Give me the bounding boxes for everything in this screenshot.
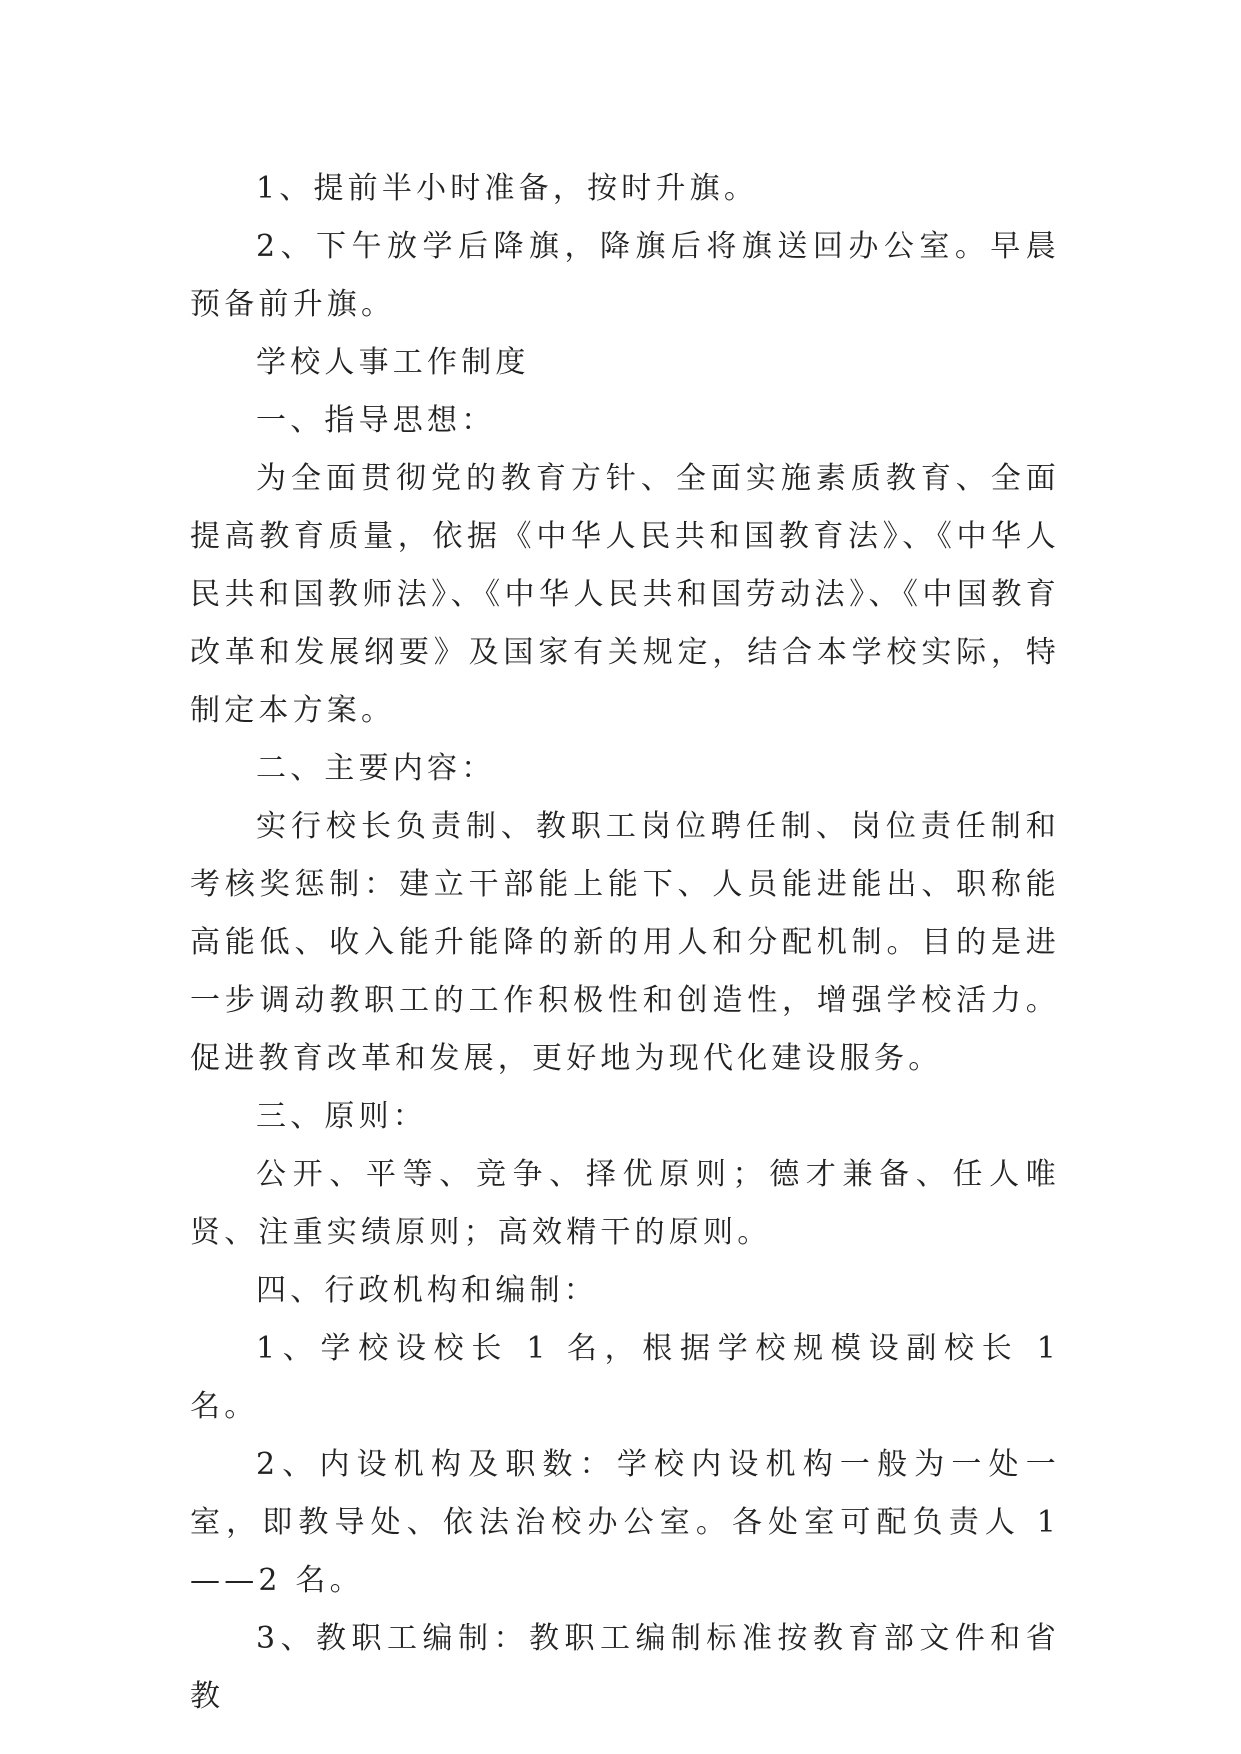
- paragraph-principles: 公开、平等、竞争、择优原则；德才兼备、任人唯贤、注重实绩原则；高效精干的原则。: [190, 1157, 1060, 1250]
- heading-main-content: 二、主要内容：: [256, 751, 496, 786]
- paragraph-admin-item-3: 3、教职工编制：教职工编制标准按教育部文件和省教: [190, 1621, 1060, 1714]
- document-body: [190, 160, 1060, 1726]
- section-title-personnel-system: 学校人事工作制度: [256, 345, 530, 380]
- paragraph-flag-lowering-step-2: 2、下午放学后降旗，降旗后将旗送回办公室。早晨预备前升旗。: [190, 229, 1060, 322]
- heading-admin-structure: 四、行政机构和编制：: [256, 1273, 598, 1308]
- paragraph-admin-item-1: 1、学校设校长 1 名，根据学校规模设副校长 1 名。: [190, 1331, 1060, 1424]
- heading-guiding-ideology: 一、指导思想：: [256, 403, 496, 438]
- paragraph-guiding-ideology: 为全面贯彻党的教育方针、全面实施素质教育、全面提高教育质量，依据《中华人民共和国教育法》、《中华人民共和国教师法》、《中华人民共和国劳动法》、《中国教育改革和发展纲要》及国家有关规定，结合本学校实际，特制定本方案。: [190, 461, 1060, 728]
- paragraph-main-content: 实行校长负责制、教职工岗位聘任制、岗位责任制和考核奖惩制：建立干部能上能下、人员能进能出、职称能高能低、收入能升能降的新的用人和分配机制。目的是进一步调动教职工的工作积极性和创造性，增强学校活力。促进教育改革和发展，更好地为现代化建设服务。: [190, 809, 1060, 1076]
- heading-principles: 三、原则：: [256, 1099, 427, 1134]
- paragraph-admin-item-2: 2、内设机构及职数：学校内设机构一般为一处一室，即教导处、依法治校办公室。各处室可配负责人 1——2 名。: [190, 1447, 1060, 1598]
- paragraph-flag-raising-step-1: 1、提前半小时准备，按时升旗。: [256, 171, 759, 206]
